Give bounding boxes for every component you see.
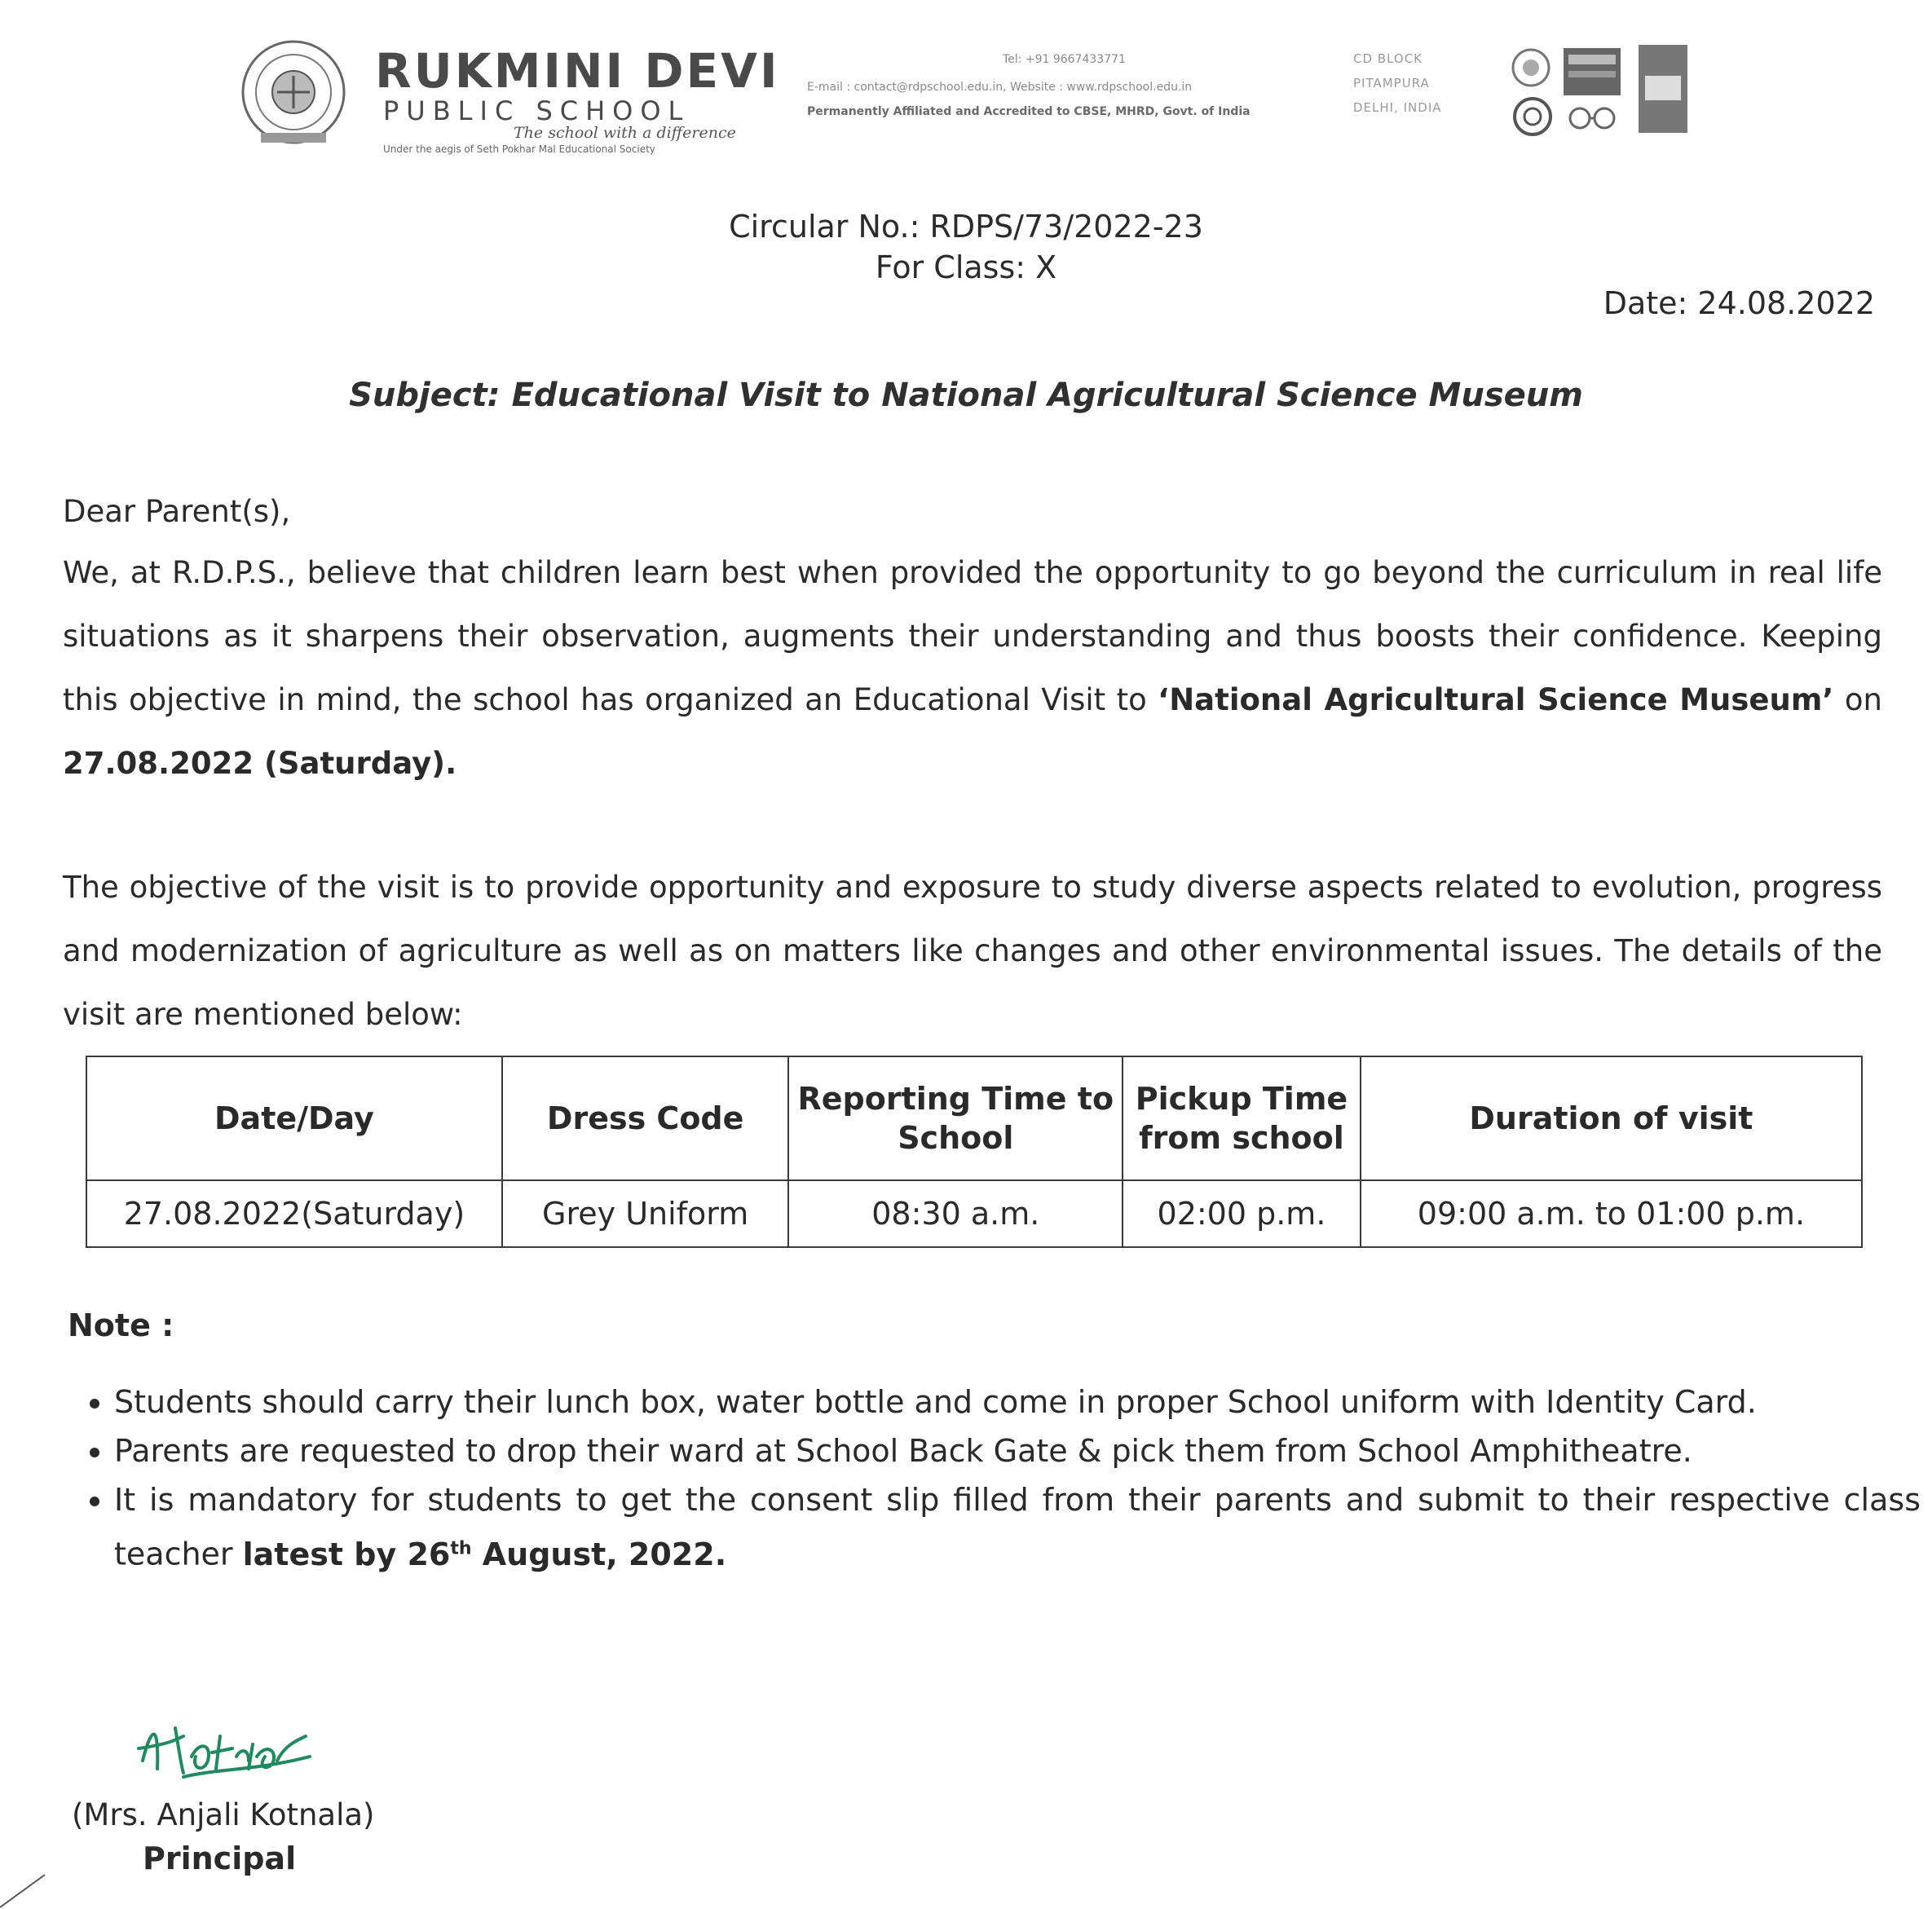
deadline-month: August, 2022.: [482, 1536, 727, 1572]
deadline-text: [243, 1536, 727, 1572]
museum-name: ‘National Agricultural Science Museum’: [1158, 682, 1834, 717]
address-line: CD BLOCK: [1353, 51, 1423, 66]
table-header-row: [86, 1056, 1862, 1180]
visit-date: 27.08.2022 (Saturday).: [63, 746, 457, 781]
table-cell: Grey Uniform: [502, 1180, 789, 1247]
table-header: Date/Day: [86, 1056, 502, 1180]
school-society: Under the aegis of Seth Pokhar Mal Educational Society: [383, 143, 655, 155]
table-cell: 09:00 a.m. to 01:00 p.m.: [1361, 1180, 1862, 1247]
address-block: [1353, 51, 1442, 125]
school-subtitle: PUBLIC SCHOOL: [383, 95, 690, 126]
telephone: Tel: +91 9667433771: [1003, 53, 1126, 66]
salutation: Dear Parent(s),: [63, 494, 291, 529]
accreditation-logos-icon: [1508, 43, 1696, 141]
school-crest-icon: [236, 37, 351, 147]
address-line: PITAMPURA: [1353, 76, 1430, 90]
note-item: • Parents are requested to drop their ward at School Back Gate & pick them from School Amphitheatre.: [114, 1426, 1921, 1475]
deadline-suffix: th: [450, 1538, 472, 1559]
on-word: on: [1844, 682, 1882, 717]
table-cell: 08:30 a.m.: [788, 1180, 1123, 1247]
note-item: • Students should carry their lunch box, water bottle and come in proper School uniform with Identity Card.: [114, 1378, 1921, 1426]
objective-paragraph: The objective of the visit is to provide opportunity and exposure to study diverse aspects related to evolution, progress and modernization of agriculture as well as on matters like changes and other environmental issues. The details of the visit are mentioned below:: [63, 870, 1882, 1032]
email-website: E-mail : contact@rdpschool.edu.in, Website : www.rdpschool.edu.in: [807, 81, 1193, 94]
table-header: Duration of visit: [1361, 1056, 1862, 1180]
circular-date: Date: 24.08.2022: [1603, 285, 1875, 321]
table-cell: 02:00 p.m.: [1123, 1180, 1361, 1247]
for-class: For Class: X: [875, 249, 1057, 285]
letterhead: [236, 37, 1696, 159]
affiliation: Permanently Affiliated and Accredited to CBSE, MHRD, Govt. of India: [807, 105, 1251, 118]
table-header: Reporting Time to School: [788, 1056, 1123, 1180]
circular-number: Circular No.: RDPS/73/2022-23: [729, 209, 1203, 245]
table-cell: 27.08.2022(Saturday): [86, 1180, 502, 1247]
table-header: Pickup Time from school: [1123, 1056, 1361, 1180]
scan-corner-mark-icon: [0, 1867, 49, 1909]
signatory-designation: Principal: [143, 1841, 297, 1876]
deadline-day: latest by 26: [242, 1536, 451, 1572]
intro-text: We, at R.D.P.S., believe that children learn best when provided the opportunity to go beyond the curriculum in real life situations as it sharpens their observation, augments their understanding and thus boosts their confidence. Keeping this objective in mind, the school has organized an Educational Visit to: [63, 555, 1882, 717]
intro-paragraph: [63, 541, 1882, 796]
note-item: [114, 1475, 1921, 1579]
signatory-name: (Mrs. Anjali Kotnala): [72, 1797, 375, 1832]
note-list: [80, 1378, 1921, 1579]
table-row: [86, 1180, 1862, 1247]
school-name: RUKMINI DEVI: [375, 43, 780, 99]
subject-line: Subject: Educational Visit to National Agricultural Science Museum: [349, 377, 1583, 414]
signature-icon: [135, 1712, 314, 1785]
note-title: Note :: [68, 1307, 174, 1343]
address-line: DELHI, INDIA: [1353, 100, 1442, 115]
note-item-text: It is mandatory for students to get the consent slip filled from their parents and submit to their respective class teacher: [114, 1482, 1921, 1572]
visit-details-table: [86, 1056, 1863, 1248]
table-header: Dress Code: [502, 1056, 789, 1180]
school-motto: The school with a difference: [514, 124, 736, 142]
